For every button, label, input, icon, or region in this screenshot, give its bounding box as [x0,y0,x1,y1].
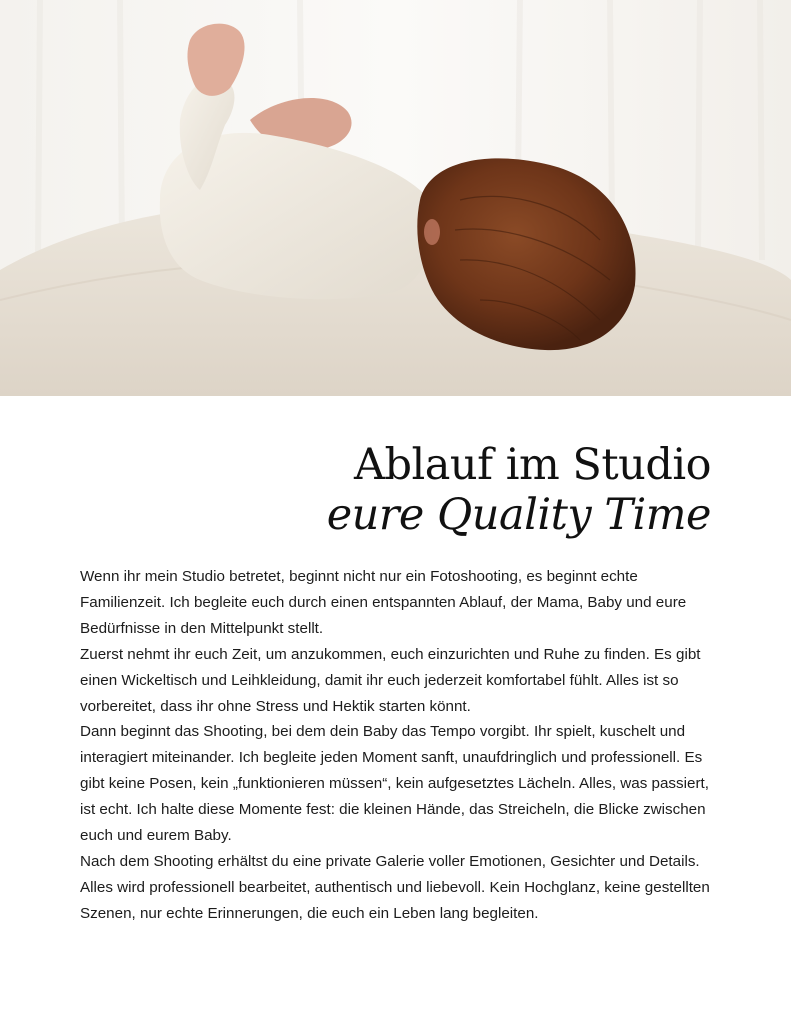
paragraph-gallery: Nach dem Shooting erhältst du eine private Galerie voller Emotionen, Gesichter und Details. Alles wird professionell bearbeitet, authentisch und liebevoll. Kein Hochglanz, keine gestellten Szenen, nur echte Erinnerungen, die euch ein Leben lang begleiten. [80,852,710,922]
paragraph-intro: Wenn ihr mein Studio betretet, beginnt nicht nur ein Fotoshooting, es beginnt echte Familienzeit. Ich begleite euch durch einen entspannten Ablauf, der Mama, Baby und eure Bedürfnisse in den Mittelpunkt stellt. [80,568,687,637]
newborn-baby-illustration [0,0,791,396]
hero-photo [0,0,791,396]
title-line-2: eure Quality Time [326,490,711,540]
page-title [327,440,711,540]
paragraph-shooting: Dann beginnt das Shooting, bei dem dein Baby das Tempo vorgibt. Ihr spielt, kuschelt und interagiert miteinander. Ich begleite jeden Moment sanft, unaufdringlich und professionell. Es gibt keine Posen, kein „funktionieren müssen“, kein aufgesetztes Lächeln. Alles, was passiert, ist echt. Ich halte diese Momente fest: die kleinen Hände, das Streicheln, die Blicke zwischen euch und eurem Baby. [80,723,709,845]
paragraph-arrival: Zuerst nehmt ihr euch Zeit, um anzukommen, euch einzurichten und Ruhe zu finden. Es gibt einen Wickeltisch und Leihkleidung, damit ihr euch jederzeit komfortabel fühlt. Alles ist so vorbereitet, dass ihr ohne Stress und Hektik starten könnt. [80,645,701,715]
body-text [80,564,720,927]
title-line-1: Ablauf im Studio [353,440,711,490]
